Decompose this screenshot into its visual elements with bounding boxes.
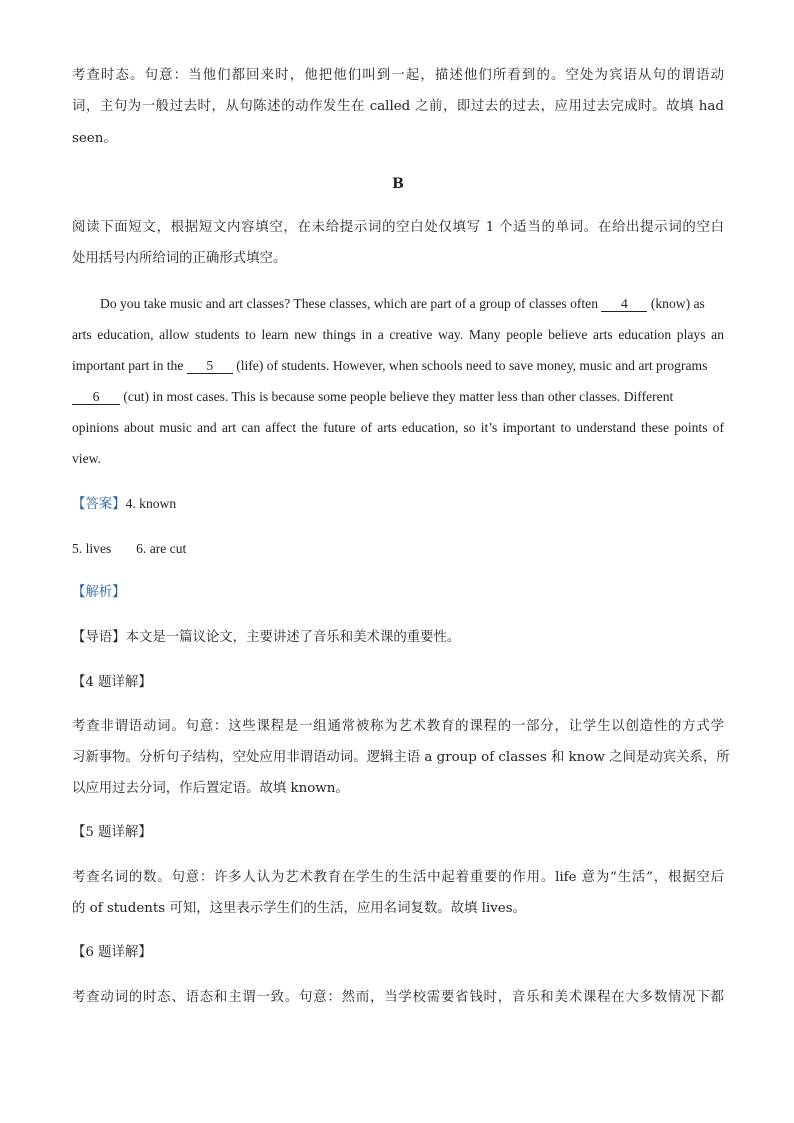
q5-line-1: 考查名词的数。句意：许多人认为艺术教育在学生的生活中起着重要的作用。life 意为“生活”，根据空后 <box>72 870 724 885</box>
passage-text: Do you take music and art classes? These classes, which are part of a group of classes often <box>100 296 599 311</box>
blank-6: 6 <box>72 389 120 405</box>
q4-heading: 【4 题详解】 <box>72 675 152 690</box>
answer-line-2 <box>72 539 724 559</box>
passage-line-3 <box>72 356 724 376</box>
answer-line <box>72 494 724 515</box>
answer-5: 5. lives <box>72 541 112 556</box>
answer-6: 6. are cut <box>136 541 187 556</box>
passage-line-5: opinions about music and art can affect the future of arts education, so it’s important to understand these points of <box>72 420 724 435</box>
q6-heading: 【6 题详解】 <box>72 945 152 960</box>
q4-line-3: 以应用过去分词，作后置定语。故填 known。 <box>72 781 349 796</box>
instruction-line-2: 处用括号内所给词的正确形式填空。 <box>72 251 287 266</box>
guide-tag: 【导语】 <box>72 630 126 645</box>
passage-text: (life) of students. However, when schools need to save money, music and art programs <box>236 358 708 373</box>
prev-explanation-line-1: 考查时态。句意：当他们都回来时，他把他们叫到一起，描述他们所看到的。空处为宾语从句的谓语动 <box>72 68 724 83</box>
answer-4: 4. known <box>125 496 177 511</box>
q5-line-2: 的 of students 可知，这里表示学生们的生活，应用名词复数。故填 lives。 <box>72 901 526 916</box>
blank-4: 4 <box>601 296 647 312</box>
q4-line-2: 习新事物。分析句子结构，空处应用非谓语动词。逻辑主语 a group of classes 和 know 之间是动宾关系，所 <box>72 750 730 765</box>
guide-text: 本文是一篇议论文，主要讲述了音乐和美术课的重要性。 <box>125 630 461 645</box>
q6-line-1: 考查动词的时态、语态和主谓一致。句意：然而，当学校需要省钱时，音乐和美术课程在大多数情况下都 <box>72 990 724 1005</box>
guide-line <box>72 628 724 648</box>
section-title: B <box>392 176 404 192</box>
q5-heading: 【5 题详解】 <box>72 825 152 840</box>
blank-5: 5 <box>187 358 233 374</box>
passage-line-4 <box>72 387 724 407</box>
passage-text: (cut) in most cases. This is because some people believe they matter less than other classes. Different <box>123 389 674 404</box>
prev-explanation-line-2: 词，主句为一般过去时，从句陈述的动作发生在 called 之前，即过去的过去，应用过去完成时。故填 had <box>72 99 724 114</box>
answer-tag: 【答案】 <box>72 497 126 512</box>
passage-line-1 <box>100 294 724 314</box>
passage-line-6: view. <box>72 451 101 466</box>
passage-line-2: arts education, allow students to learn new things in a creative way. Many people believe arts education plays an <box>72 327 724 342</box>
passage-text: (know) as <box>650 296 705 311</box>
passage-text: important part in the <box>72 358 184 373</box>
prev-explanation-line-3: seen。 <box>72 131 117 146</box>
instruction-line-1: 阅读下面短文，根据短文内容填空，在未给提示词的空白处仅填写 1 个适当的单词。在给出提示词的空白 <box>72 220 724 235</box>
q4-line-1: 考查非谓语动词。句意：这些课程是一组通常被称为艺术教育的课程的一部分，让学生以创造性的方式学 <box>72 719 724 734</box>
analysis-tag: 【解析】 <box>72 585 126 600</box>
